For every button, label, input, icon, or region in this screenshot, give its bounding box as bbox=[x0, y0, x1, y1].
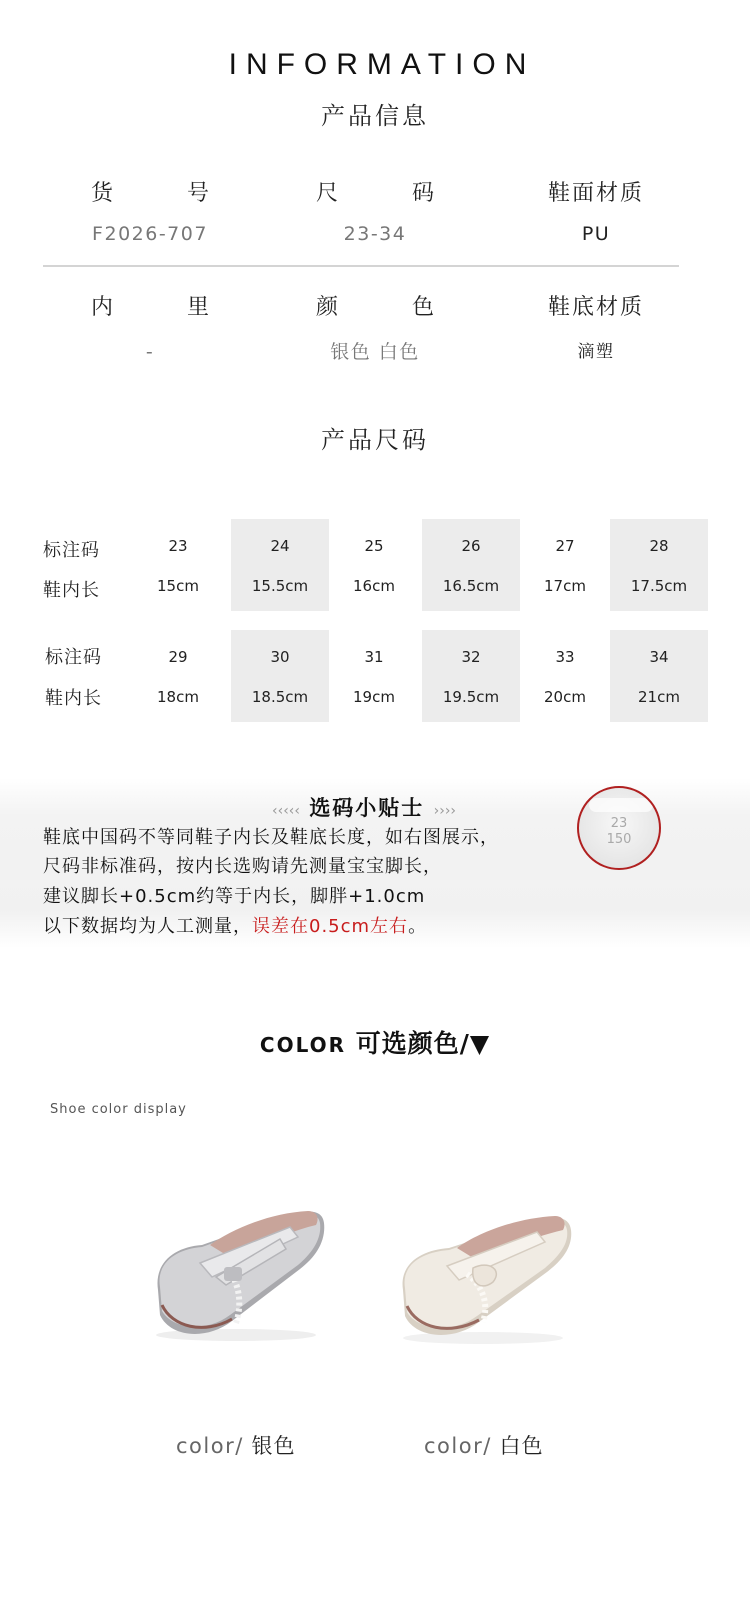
inner-length: 19.5cm bbox=[442, 688, 500, 706]
size-cell bbox=[422, 630, 520, 722]
info-item-size bbox=[265, 176, 485, 245]
inner-length: 15cm bbox=[157, 577, 199, 595]
caption-prefix: color/ bbox=[424, 1434, 492, 1458]
badge-length-text: 150 bbox=[606, 832, 632, 847]
badge-highlight bbox=[589, 798, 653, 812]
color-title-cn: 可选颜色/▼ bbox=[355, 1029, 491, 1058]
size-number: 33 bbox=[555, 648, 575, 666]
size-cell bbox=[325, 519, 423, 611]
caption-prefix: color/ bbox=[176, 1434, 244, 1458]
caption-white bbox=[424, 1430, 543, 1460]
info-item-upper-material bbox=[486, 176, 706, 245]
badge-size-text: 23 bbox=[610, 816, 628, 831]
size-number: 31 bbox=[364, 648, 384, 666]
title-english: INFORMATION bbox=[228, 48, 536, 81]
inner-length: 17.5cm bbox=[630, 577, 688, 595]
size-cell bbox=[325, 630, 423, 722]
shoe-silver-drawing bbox=[140, 1185, 340, 1355]
inner-length: 21cm bbox=[638, 688, 680, 706]
tips-deco-right: ›››› bbox=[433, 803, 457, 819]
size-number: 24 bbox=[270, 537, 290, 555]
info-label: 颜 色 bbox=[315, 295, 460, 320]
info-value: PU bbox=[581, 223, 611, 245]
size-cell bbox=[129, 630, 227, 722]
tip-line-1: 鞋底中国码不等同鞋子内长及鞋底长度，如右图展示， bbox=[43, 827, 499, 848]
sole-size-badge-image bbox=[577, 786, 661, 870]
tips-title-text: 选码小贴士 bbox=[309, 796, 425, 820]
tip-line-4 bbox=[43, 912, 427, 938]
info-value: 银色 白色 bbox=[330, 341, 420, 363]
caption-silver bbox=[176, 1430, 295, 1460]
size-number: 30 bbox=[270, 648, 290, 666]
row-label-length: 鞋内长 bbox=[43, 580, 100, 601]
size-number: 25 bbox=[364, 537, 384, 555]
size-cell bbox=[610, 519, 708, 611]
row-label-length: 鞋内长 bbox=[45, 688, 102, 709]
caption-color-name: 银色 bbox=[251, 1434, 296, 1458]
inner-length: 20cm bbox=[544, 688, 586, 706]
info-value: 滴塑 bbox=[577, 342, 615, 362]
color-section-title bbox=[0, 1024, 750, 1060]
tip-line-4-end: 。 bbox=[408, 916, 428, 937]
size-cell bbox=[422, 519, 520, 611]
info-label: 货 号 bbox=[90, 181, 235, 206]
info-value: - bbox=[145, 341, 155, 363]
shoe-white-drawing bbox=[385, 1190, 585, 1360]
title-chinese: 产品信息 bbox=[321, 102, 429, 130]
size-number: 29 bbox=[168, 648, 188, 666]
tips-deco-left: ‹‹‹‹‹ bbox=[272, 803, 300, 819]
info-label: 鞋面材质 bbox=[547, 181, 644, 206]
size-number: 34 bbox=[649, 648, 669, 666]
size-number: 27 bbox=[555, 537, 575, 555]
inner-length: 16.5cm bbox=[442, 577, 500, 595]
shoe-image-white bbox=[385, 1190, 585, 1360]
row-label-size: 标注码 bbox=[45, 647, 102, 668]
inner-length: 19cm bbox=[353, 688, 395, 706]
tips-title bbox=[272, 792, 456, 822]
row-label-size: 标注码 bbox=[43, 540, 100, 561]
inner-length: 18cm bbox=[157, 688, 199, 706]
inner-length: 16cm bbox=[353, 577, 395, 595]
info-item-sole-material bbox=[486, 290, 706, 362]
size-number: 26 bbox=[461, 537, 481, 555]
info-item-color bbox=[265, 290, 485, 364]
size-cell bbox=[231, 519, 329, 611]
inner-length: 17cm bbox=[544, 577, 586, 595]
divider bbox=[43, 265, 679, 267]
color-title-en: COLOR bbox=[259, 1033, 347, 1057]
inner-length: 15.5cm bbox=[251, 577, 309, 595]
size-cell bbox=[231, 630, 329, 722]
tip-error-note: 误差在0.5cm左右 bbox=[252, 916, 409, 937]
tip-line-3: 建议脚长+0.5cm约等于内长，脚胖+1.0cm bbox=[43, 886, 426, 907]
tip-line-2: 尺码非标准码，按内长选购请先测量宝宝脚长， bbox=[43, 856, 442, 877]
info-label: 尺 码 bbox=[315, 181, 460, 206]
inner-length: 18.5cm bbox=[251, 688, 309, 706]
color-subtitle: Shoe color display bbox=[50, 1102, 187, 1117]
size-cell bbox=[516, 630, 614, 722]
info-label: 内 里 bbox=[90, 295, 235, 320]
info-label: 鞋底材质 bbox=[547, 295, 644, 320]
info-item-number bbox=[40, 176, 260, 245]
size-cell bbox=[610, 630, 708, 722]
size-section-title: 产品尺码 bbox=[321, 426, 429, 454]
info-value: 23-34 bbox=[343, 223, 407, 245]
info-item-lining bbox=[40, 290, 260, 363]
shoe-image-silver bbox=[140, 1185, 340, 1355]
info-value: F2026-707 bbox=[92, 223, 208, 245]
size-number: 32 bbox=[461, 648, 481, 666]
size-number: 28 bbox=[649, 537, 669, 555]
caption-color-name: 白色 bbox=[499, 1434, 544, 1458]
size-number: 23 bbox=[168, 537, 188, 555]
tip-line-4-text: 以下数据均为人工测量， bbox=[43, 916, 252, 937]
size-cell bbox=[129, 519, 227, 611]
size-cell bbox=[516, 519, 614, 611]
